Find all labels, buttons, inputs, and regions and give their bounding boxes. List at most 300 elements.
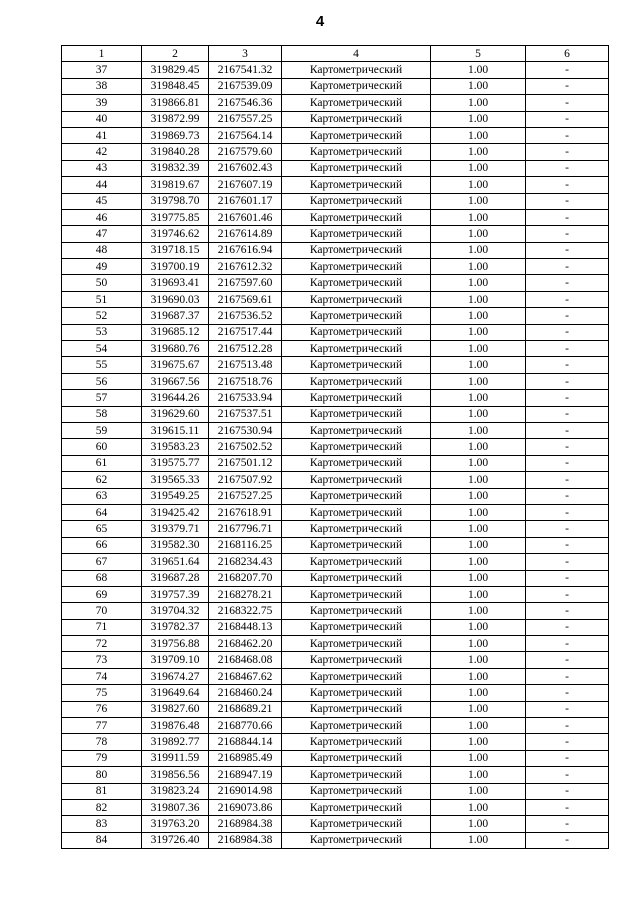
method-cell: Картометрический [282, 570, 431, 586]
method-cell: Картометрический [282, 357, 431, 373]
method-cell: Картометрический [282, 373, 431, 389]
point-number-cell: 71 [62, 619, 142, 635]
method-cell: Картометрический [282, 259, 431, 275]
y-coordinate-cell: 2167579.60 [209, 144, 282, 160]
x-coordinate-cell: 319687.28 [142, 570, 209, 586]
note-cell: - [526, 750, 609, 766]
x-coordinate-cell: 319876.48 [142, 718, 209, 734]
accuracy-cell: 1.00 [431, 554, 526, 570]
x-coordinate-cell: 319425.42 [142, 504, 209, 520]
method-cell: Картометрический [282, 586, 431, 602]
note-cell: - [526, 603, 609, 619]
point-number-cell: 40 [62, 111, 142, 127]
method-cell: Картометрический [282, 701, 431, 717]
accuracy-cell: 1.00 [431, 95, 526, 111]
column-header: 3 [209, 46, 282, 62]
column-header: 2 [142, 46, 209, 62]
y-coordinate-cell: 2167546.36 [209, 95, 282, 111]
x-coordinate-cell: 319690.03 [142, 291, 209, 307]
note-cell: - [526, 406, 609, 422]
note-cell: - [526, 127, 609, 143]
accuracy-cell: 1.00 [431, 439, 526, 455]
accuracy-cell: 1.00 [431, 422, 526, 438]
y-coordinate-cell: 2168278.21 [209, 586, 282, 602]
method-cell: Картометрический [282, 816, 431, 832]
method-cell: Картометрический [282, 308, 431, 324]
method-cell: Картометрический [282, 718, 431, 734]
y-coordinate-cell: 2167517.44 [209, 324, 282, 340]
note-cell: - [526, 537, 609, 553]
accuracy-cell: 1.00 [431, 619, 526, 635]
x-coordinate-cell: 319565.33 [142, 472, 209, 488]
x-coordinate-cell: 319746.62 [142, 226, 209, 242]
y-coordinate-cell: 2167564.14 [209, 127, 282, 143]
point-number-cell: 83 [62, 816, 142, 832]
table-row [62, 718, 609, 734]
note-cell: - [526, 259, 609, 275]
x-coordinate-cell: 319848.45 [142, 78, 209, 94]
accuracy-cell: 1.00 [431, 488, 526, 504]
x-coordinate-cell: 319685.12 [142, 324, 209, 340]
note-cell: - [526, 78, 609, 94]
x-coordinate-cell: 319718.15 [142, 242, 209, 258]
x-coordinate-cell: 319819.67 [142, 177, 209, 193]
table-row [62, 570, 609, 586]
point-number-cell: 76 [62, 701, 142, 717]
point-number-cell: 68 [62, 570, 142, 586]
point-number-cell: 78 [62, 734, 142, 750]
point-number-cell: 72 [62, 636, 142, 652]
column-header: 6 [526, 46, 609, 62]
note-cell: - [526, 275, 609, 291]
table-header-row [62, 46, 609, 62]
accuracy-cell: 1.00 [431, 291, 526, 307]
x-coordinate-cell: 319757.39 [142, 586, 209, 602]
table-row [62, 636, 609, 652]
table-row [62, 472, 609, 488]
table-row [62, 177, 609, 193]
note-cell: - [526, 799, 609, 815]
accuracy-cell: 1.00 [431, 308, 526, 324]
y-coordinate-cell: 2168947.19 [209, 767, 282, 783]
note-cell: - [526, 504, 609, 520]
table-row [62, 586, 609, 602]
point-number-cell: 56 [62, 373, 142, 389]
accuracy-cell: 1.00 [431, 177, 526, 193]
note-cell: - [526, 734, 609, 750]
point-number-cell: 84 [62, 832, 142, 848]
point-number-cell: 64 [62, 504, 142, 520]
table-row [62, 127, 609, 143]
point-number-cell: 63 [62, 488, 142, 504]
table-row [62, 685, 609, 701]
note-cell: - [526, 668, 609, 684]
x-coordinate-cell: 319823.24 [142, 783, 209, 799]
accuracy-cell: 1.00 [431, 652, 526, 668]
y-coordinate-cell: 2167541.32 [209, 62, 282, 78]
point-number-cell: 77 [62, 718, 142, 734]
accuracy-cell: 1.00 [431, 472, 526, 488]
note-cell: - [526, 701, 609, 717]
point-number-cell: 73 [62, 652, 142, 668]
table-row [62, 603, 609, 619]
table-body [62, 62, 609, 849]
method-cell: Картометрический [282, 226, 431, 242]
x-coordinate-cell: 319782.37 [142, 619, 209, 635]
coordinates-table [61, 45, 609, 849]
y-coordinate-cell: 2167533.94 [209, 390, 282, 406]
note-cell: - [526, 685, 609, 701]
point-number-cell: 42 [62, 144, 142, 160]
accuracy-cell: 1.00 [431, 668, 526, 684]
note-cell: - [526, 390, 609, 406]
table-row [62, 324, 609, 340]
point-number-cell: 62 [62, 472, 142, 488]
table-row [62, 95, 609, 111]
note-cell: - [526, 111, 609, 127]
point-number-cell: 60 [62, 439, 142, 455]
accuracy-cell: 1.00 [431, 767, 526, 783]
y-coordinate-cell: 2168460.24 [209, 685, 282, 701]
method-cell: Картометрический [282, 537, 431, 553]
note-cell: - [526, 373, 609, 389]
point-number-cell: 44 [62, 177, 142, 193]
accuracy-cell: 1.00 [431, 455, 526, 471]
accuracy-cell: 1.00 [431, 127, 526, 143]
method-cell: Картометрический [282, 685, 431, 701]
method-cell: Картометрический [282, 406, 431, 422]
x-coordinate-cell: 319615.11 [142, 422, 209, 438]
x-coordinate-cell: 319379.71 [142, 521, 209, 537]
y-coordinate-cell: 2167530.94 [209, 422, 282, 438]
note-cell: - [526, 422, 609, 438]
point-number-cell: 70 [62, 603, 142, 619]
y-coordinate-cell: 2167501.12 [209, 455, 282, 471]
note-cell: - [526, 209, 609, 225]
y-coordinate-cell: 2167601.46 [209, 209, 282, 225]
table-header [62, 46, 609, 62]
table-row [62, 275, 609, 291]
method-cell: Картометрический [282, 504, 431, 520]
accuracy-cell: 1.00 [431, 193, 526, 209]
method-cell: Картометрический [282, 422, 431, 438]
y-coordinate-cell: 2167536.52 [209, 308, 282, 324]
y-coordinate-cell: 2167518.76 [209, 373, 282, 389]
table-row [62, 308, 609, 324]
note-cell: - [526, 308, 609, 324]
x-coordinate-cell: 319872.99 [142, 111, 209, 127]
method-cell: Картометрический [282, 783, 431, 799]
method-cell: Картометрический [282, 488, 431, 504]
accuracy-cell: 1.00 [431, 341, 526, 357]
accuracy-cell: 1.00 [431, 406, 526, 422]
y-coordinate-cell: 2168984.38 [209, 816, 282, 832]
point-number-cell: 66 [62, 537, 142, 553]
column-header: 4 [282, 46, 431, 62]
y-coordinate-cell: 2167612.32 [209, 259, 282, 275]
method-cell: Картометрический [282, 455, 431, 471]
method-cell: Картометрический [282, 62, 431, 78]
table-row [62, 537, 609, 553]
method-cell: Картометрический [282, 209, 431, 225]
note-cell: - [526, 586, 609, 602]
method-cell: Картометрический [282, 832, 431, 848]
x-coordinate-cell: 319827.60 [142, 701, 209, 717]
accuracy-cell: 1.00 [431, 390, 526, 406]
accuracy-cell: 1.00 [431, 799, 526, 815]
y-coordinate-cell: 2167607.19 [209, 177, 282, 193]
x-coordinate-cell: 319575.77 [142, 455, 209, 471]
point-number-cell: 47 [62, 226, 142, 242]
point-number-cell: 74 [62, 668, 142, 684]
y-coordinate-cell: 2167507.92 [209, 472, 282, 488]
accuracy-cell: 1.00 [431, 111, 526, 127]
point-number-cell: 75 [62, 685, 142, 701]
y-coordinate-cell: 2168234.43 [209, 554, 282, 570]
point-number-cell: 61 [62, 455, 142, 471]
note-cell: - [526, 570, 609, 586]
x-coordinate-cell: 319629.60 [142, 406, 209, 422]
table-row [62, 226, 609, 242]
table-row [62, 816, 609, 832]
point-number-cell: 37 [62, 62, 142, 78]
note-cell: - [526, 652, 609, 668]
note-cell: - [526, 472, 609, 488]
x-coordinate-cell: 319763.20 [142, 816, 209, 832]
note-cell: - [526, 767, 609, 783]
point-number-cell: 49 [62, 259, 142, 275]
table-row [62, 652, 609, 668]
method-cell: Картометрический [282, 242, 431, 258]
table-row [62, 357, 609, 373]
table-row [62, 78, 609, 94]
y-coordinate-cell: 2167537.51 [209, 406, 282, 422]
x-coordinate-cell: 319667.56 [142, 373, 209, 389]
y-coordinate-cell: 2168770.66 [209, 718, 282, 734]
y-coordinate-cell: 2168462.20 [209, 636, 282, 652]
y-coordinate-cell: 2167502.52 [209, 439, 282, 455]
method-cell: Картометрический [282, 767, 431, 783]
y-coordinate-cell: 2167513.48 [209, 357, 282, 373]
accuracy-cell: 1.00 [431, 718, 526, 734]
point-number-cell: 51 [62, 291, 142, 307]
point-number-cell: 46 [62, 209, 142, 225]
x-coordinate-cell: 319700.19 [142, 259, 209, 275]
method-cell: Картометрический [282, 734, 431, 750]
x-coordinate-cell: 319856.56 [142, 767, 209, 783]
note-cell: - [526, 357, 609, 373]
method-cell: Картометрический [282, 799, 431, 815]
x-coordinate-cell: 319892.77 [142, 734, 209, 750]
x-coordinate-cell: 319644.26 [142, 390, 209, 406]
table-row [62, 734, 609, 750]
note-cell: - [526, 783, 609, 799]
point-number-cell: 52 [62, 308, 142, 324]
y-coordinate-cell: 2168207.70 [209, 570, 282, 586]
method-cell: Картометрический [282, 341, 431, 357]
method-cell: Картометрический [282, 390, 431, 406]
accuracy-cell: 1.00 [431, 701, 526, 717]
accuracy-cell: 1.00 [431, 816, 526, 832]
method-cell: Картометрический [282, 78, 431, 94]
accuracy-cell: 1.00 [431, 78, 526, 94]
accuracy-cell: 1.00 [431, 636, 526, 652]
y-coordinate-cell: 2169073.86 [209, 799, 282, 815]
accuracy-cell: 1.00 [431, 685, 526, 701]
x-coordinate-cell: 319680.76 [142, 341, 209, 357]
method-cell: Картометрический [282, 95, 431, 111]
table-row [62, 668, 609, 684]
accuracy-cell: 1.00 [431, 504, 526, 520]
note-cell: - [526, 816, 609, 832]
x-coordinate-cell: 319829.45 [142, 62, 209, 78]
note-cell: - [526, 554, 609, 570]
table-row [62, 291, 609, 307]
method-cell: Картометрический [282, 324, 431, 340]
point-number-cell: 57 [62, 390, 142, 406]
note-cell: - [526, 324, 609, 340]
note-cell: - [526, 291, 609, 307]
x-coordinate-cell: 319756.88 [142, 636, 209, 652]
table-row [62, 832, 609, 848]
y-coordinate-cell: 2168116.25 [209, 537, 282, 553]
accuracy-cell: 1.00 [431, 603, 526, 619]
accuracy-cell: 1.00 [431, 750, 526, 766]
x-coordinate-cell: 319549.25 [142, 488, 209, 504]
point-number-cell: 38 [62, 78, 142, 94]
table-row [62, 373, 609, 389]
method-cell: Картометрический [282, 127, 431, 143]
x-coordinate-cell: 319674.27 [142, 668, 209, 684]
method-cell: Картометрический [282, 439, 431, 455]
table-row [62, 193, 609, 209]
y-coordinate-cell: 2167616.94 [209, 242, 282, 258]
accuracy-cell: 1.00 [431, 734, 526, 750]
accuracy-cell: 1.00 [431, 242, 526, 258]
table-row [62, 390, 609, 406]
point-number-cell: 41 [62, 127, 142, 143]
page-number: 4 [315, 13, 325, 30]
point-number-cell: 59 [62, 422, 142, 438]
y-coordinate-cell: 2168468.08 [209, 652, 282, 668]
x-coordinate-cell: 319704.32 [142, 603, 209, 619]
table-row [62, 619, 609, 635]
point-number-cell: 39 [62, 95, 142, 111]
table-row [62, 144, 609, 160]
column-header: 1 [62, 46, 142, 62]
y-coordinate-cell: 2168844.14 [209, 734, 282, 750]
accuracy-cell: 1.00 [431, 226, 526, 242]
y-coordinate-cell: 2167512.28 [209, 341, 282, 357]
note-cell: - [526, 521, 609, 537]
accuracy-cell: 1.00 [431, 209, 526, 225]
point-number-cell: 55 [62, 357, 142, 373]
y-coordinate-cell: 2168984.38 [209, 832, 282, 848]
point-number-cell: 54 [62, 341, 142, 357]
accuracy-cell: 1.00 [431, 144, 526, 160]
method-cell: Картометрический [282, 619, 431, 635]
method-cell: Картометрический [282, 521, 431, 537]
table-row [62, 504, 609, 520]
table-row [62, 767, 609, 783]
note-cell: - [526, 226, 609, 242]
accuracy-cell: 1.00 [431, 62, 526, 78]
method-cell: Картометрический [282, 193, 431, 209]
table-row [62, 111, 609, 127]
method-cell: Картометрический [282, 160, 431, 176]
point-number-cell: 81 [62, 783, 142, 799]
note-cell: - [526, 619, 609, 635]
table-row [62, 554, 609, 570]
y-coordinate-cell: 2168448.13 [209, 619, 282, 635]
note-cell: - [526, 62, 609, 78]
note-cell: - [526, 455, 609, 471]
x-coordinate-cell: 319651.64 [142, 554, 209, 570]
method-cell: Картометрический [282, 668, 431, 684]
table-row [62, 750, 609, 766]
y-coordinate-cell: 2167796.71 [209, 521, 282, 537]
point-number-cell: 53 [62, 324, 142, 340]
table-row [62, 439, 609, 455]
y-coordinate-cell: 2167557.25 [209, 111, 282, 127]
note-cell: - [526, 832, 609, 848]
table-row [62, 701, 609, 717]
point-number-cell: 58 [62, 406, 142, 422]
y-coordinate-cell: 2168689.21 [209, 701, 282, 717]
accuracy-cell: 1.00 [431, 324, 526, 340]
x-coordinate-cell: 319709.10 [142, 652, 209, 668]
table-row [62, 209, 609, 225]
y-coordinate-cell: 2167527.25 [209, 488, 282, 504]
note-cell: - [526, 177, 609, 193]
note-cell: - [526, 439, 609, 455]
x-coordinate-cell: 319687.37 [142, 308, 209, 324]
point-number-cell: 50 [62, 275, 142, 291]
note-cell: - [526, 95, 609, 111]
accuracy-cell: 1.00 [431, 570, 526, 586]
table-row [62, 488, 609, 504]
accuracy-cell: 1.00 [431, 832, 526, 848]
point-number-cell: 48 [62, 242, 142, 258]
note-cell: - [526, 636, 609, 652]
method-cell: Картометрический [282, 177, 431, 193]
table-row [62, 160, 609, 176]
point-number-cell: 80 [62, 767, 142, 783]
column-header: 5 [431, 46, 526, 62]
accuracy-cell: 1.00 [431, 259, 526, 275]
y-coordinate-cell: 2167614.89 [209, 226, 282, 242]
y-coordinate-cell: 2168985.49 [209, 750, 282, 766]
y-coordinate-cell: 2168467.62 [209, 668, 282, 684]
x-coordinate-cell: 319649.64 [142, 685, 209, 701]
accuracy-cell: 1.00 [431, 537, 526, 553]
table-row [62, 406, 609, 422]
method-cell: Картометрический [282, 275, 431, 291]
x-coordinate-cell: 319911.59 [142, 750, 209, 766]
table-row [62, 455, 609, 471]
method-cell: Картометрический [282, 144, 431, 160]
x-coordinate-cell: 319693.41 [142, 275, 209, 291]
x-coordinate-cell: 319832.39 [142, 160, 209, 176]
point-number-cell: 43 [62, 160, 142, 176]
note-cell: - [526, 718, 609, 734]
note-cell: - [526, 193, 609, 209]
y-coordinate-cell: 2169014.98 [209, 783, 282, 799]
accuracy-cell: 1.00 [431, 160, 526, 176]
note-cell: - [526, 488, 609, 504]
note-cell: - [526, 160, 609, 176]
x-coordinate-cell: 319583.23 [142, 439, 209, 455]
